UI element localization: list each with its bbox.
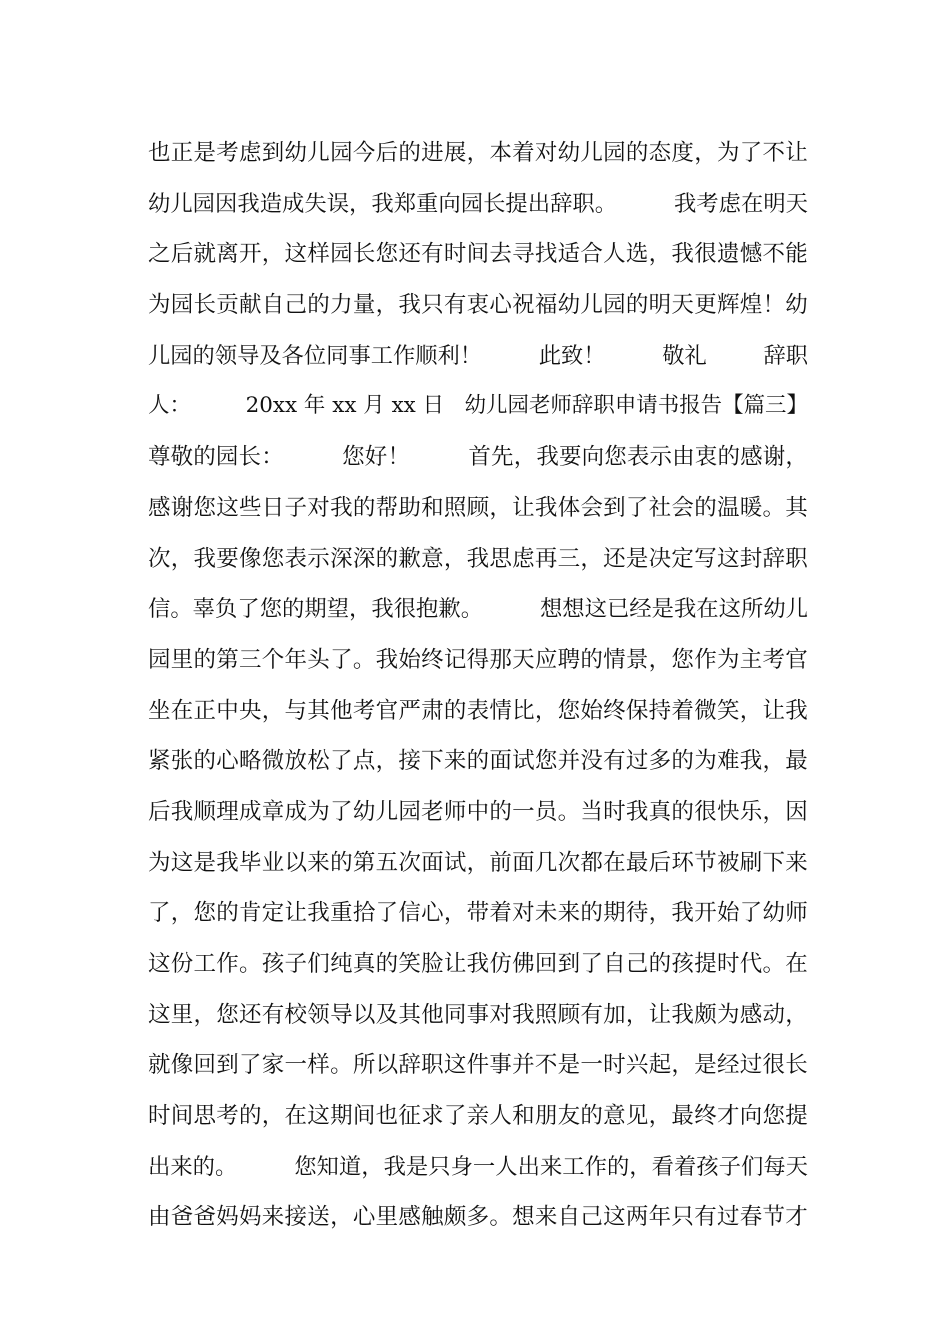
text-line: 这里，您还有校领导以及其他同事对我照顾有加，让我颇为感动， [148, 1001, 808, 1028]
text-line: 人： 20xx 年 xx 月 xx 日 幼儿园老师辞职申请书报告【篇三】 [148, 393, 808, 419]
text-line: 之后就离开，这样园长您还有时间去寻找适合人选，我很遗憾不能 [148, 241, 808, 268]
text-line: 后我顺理成章成为了幼儿园老师中的一员。当时我真的很快乐，因 [148, 798, 808, 825]
text-line: 为园长贡献自己的力量，我只有衷心祝福幼儿园的明天更辉煌！幼 [148, 292, 808, 319]
text-line: 这份工作。孩子们纯真的笑脸让我仿佛回到了自己的孩提时代。在 [148, 951, 808, 977]
text-line: 由爸爸妈妈来接送，心里感触颇多。想来自己这两年只有过春节才 [148, 1204, 808, 1231]
text-line: 为这是我毕业以来的第五次面试，前面几次都在最后环节被刷下来 [148, 849, 808, 876]
body-text [148, 131, 808, 1246]
text-line: 时间思考的，在这期间也征求了亲人和朋友的意见，最终才向您提 [148, 1103, 808, 1130]
text-line: 幼儿园因我造成失误，我郑重向园长提出辞职。 我考虑在明天 [148, 190, 808, 217]
text-line: 紧张的心略微放松了点，接下来的面试您并没有过多的为难我，最 [148, 748, 808, 775]
text-line: 尊敬的园长： 您好！ 首先，我要向您表示由衷的感谢， [148, 444, 808, 471]
text-line: 也正是考虑到幼儿园今后的进展，本着对幼儿园的态度，为了不让 [148, 140, 808, 166]
text-line: 感谢您这些日子对我的帮助和照顾，让我体会到了社会的温暖。其 [148, 494, 808, 521]
text-line: 儿园的领导及各位同事工作顺利！ 此致！ 敬礼 辞职 [148, 342, 808, 369]
text-line: 坐在正中央，与其他考官严肃的表情比，您始终保持着微笑，让我 [148, 697, 808, 724]
text-line: 园里的第三个年头了。我始终记得那天应聘的情景，您作为主考官 [148, 646, 808, 673]
text-line: 次，我要像您表示深深的歉意，我思虑再三，还是决定写这封辞职 [148, 545, 808, 572]
text-line: 信。辜负了您的期望，我很抱歉。 想想这已经是我在这所幼儿 [148, 596, 808, 623]
text-line: 了，您的肯定让我重拾了信心，带着对未来的期待，我开始了幼师 [148, 900, 808, 927]
text-line: 出来的。 您知道，我是只身一人出来工作的，看着孩子们每天 [148, 1153, 808, 1180]
text-line: 就像回到了家一样。所以辞职这件事并不是一时兴起，是经过很长 [148, 1052, 808, 1079]
